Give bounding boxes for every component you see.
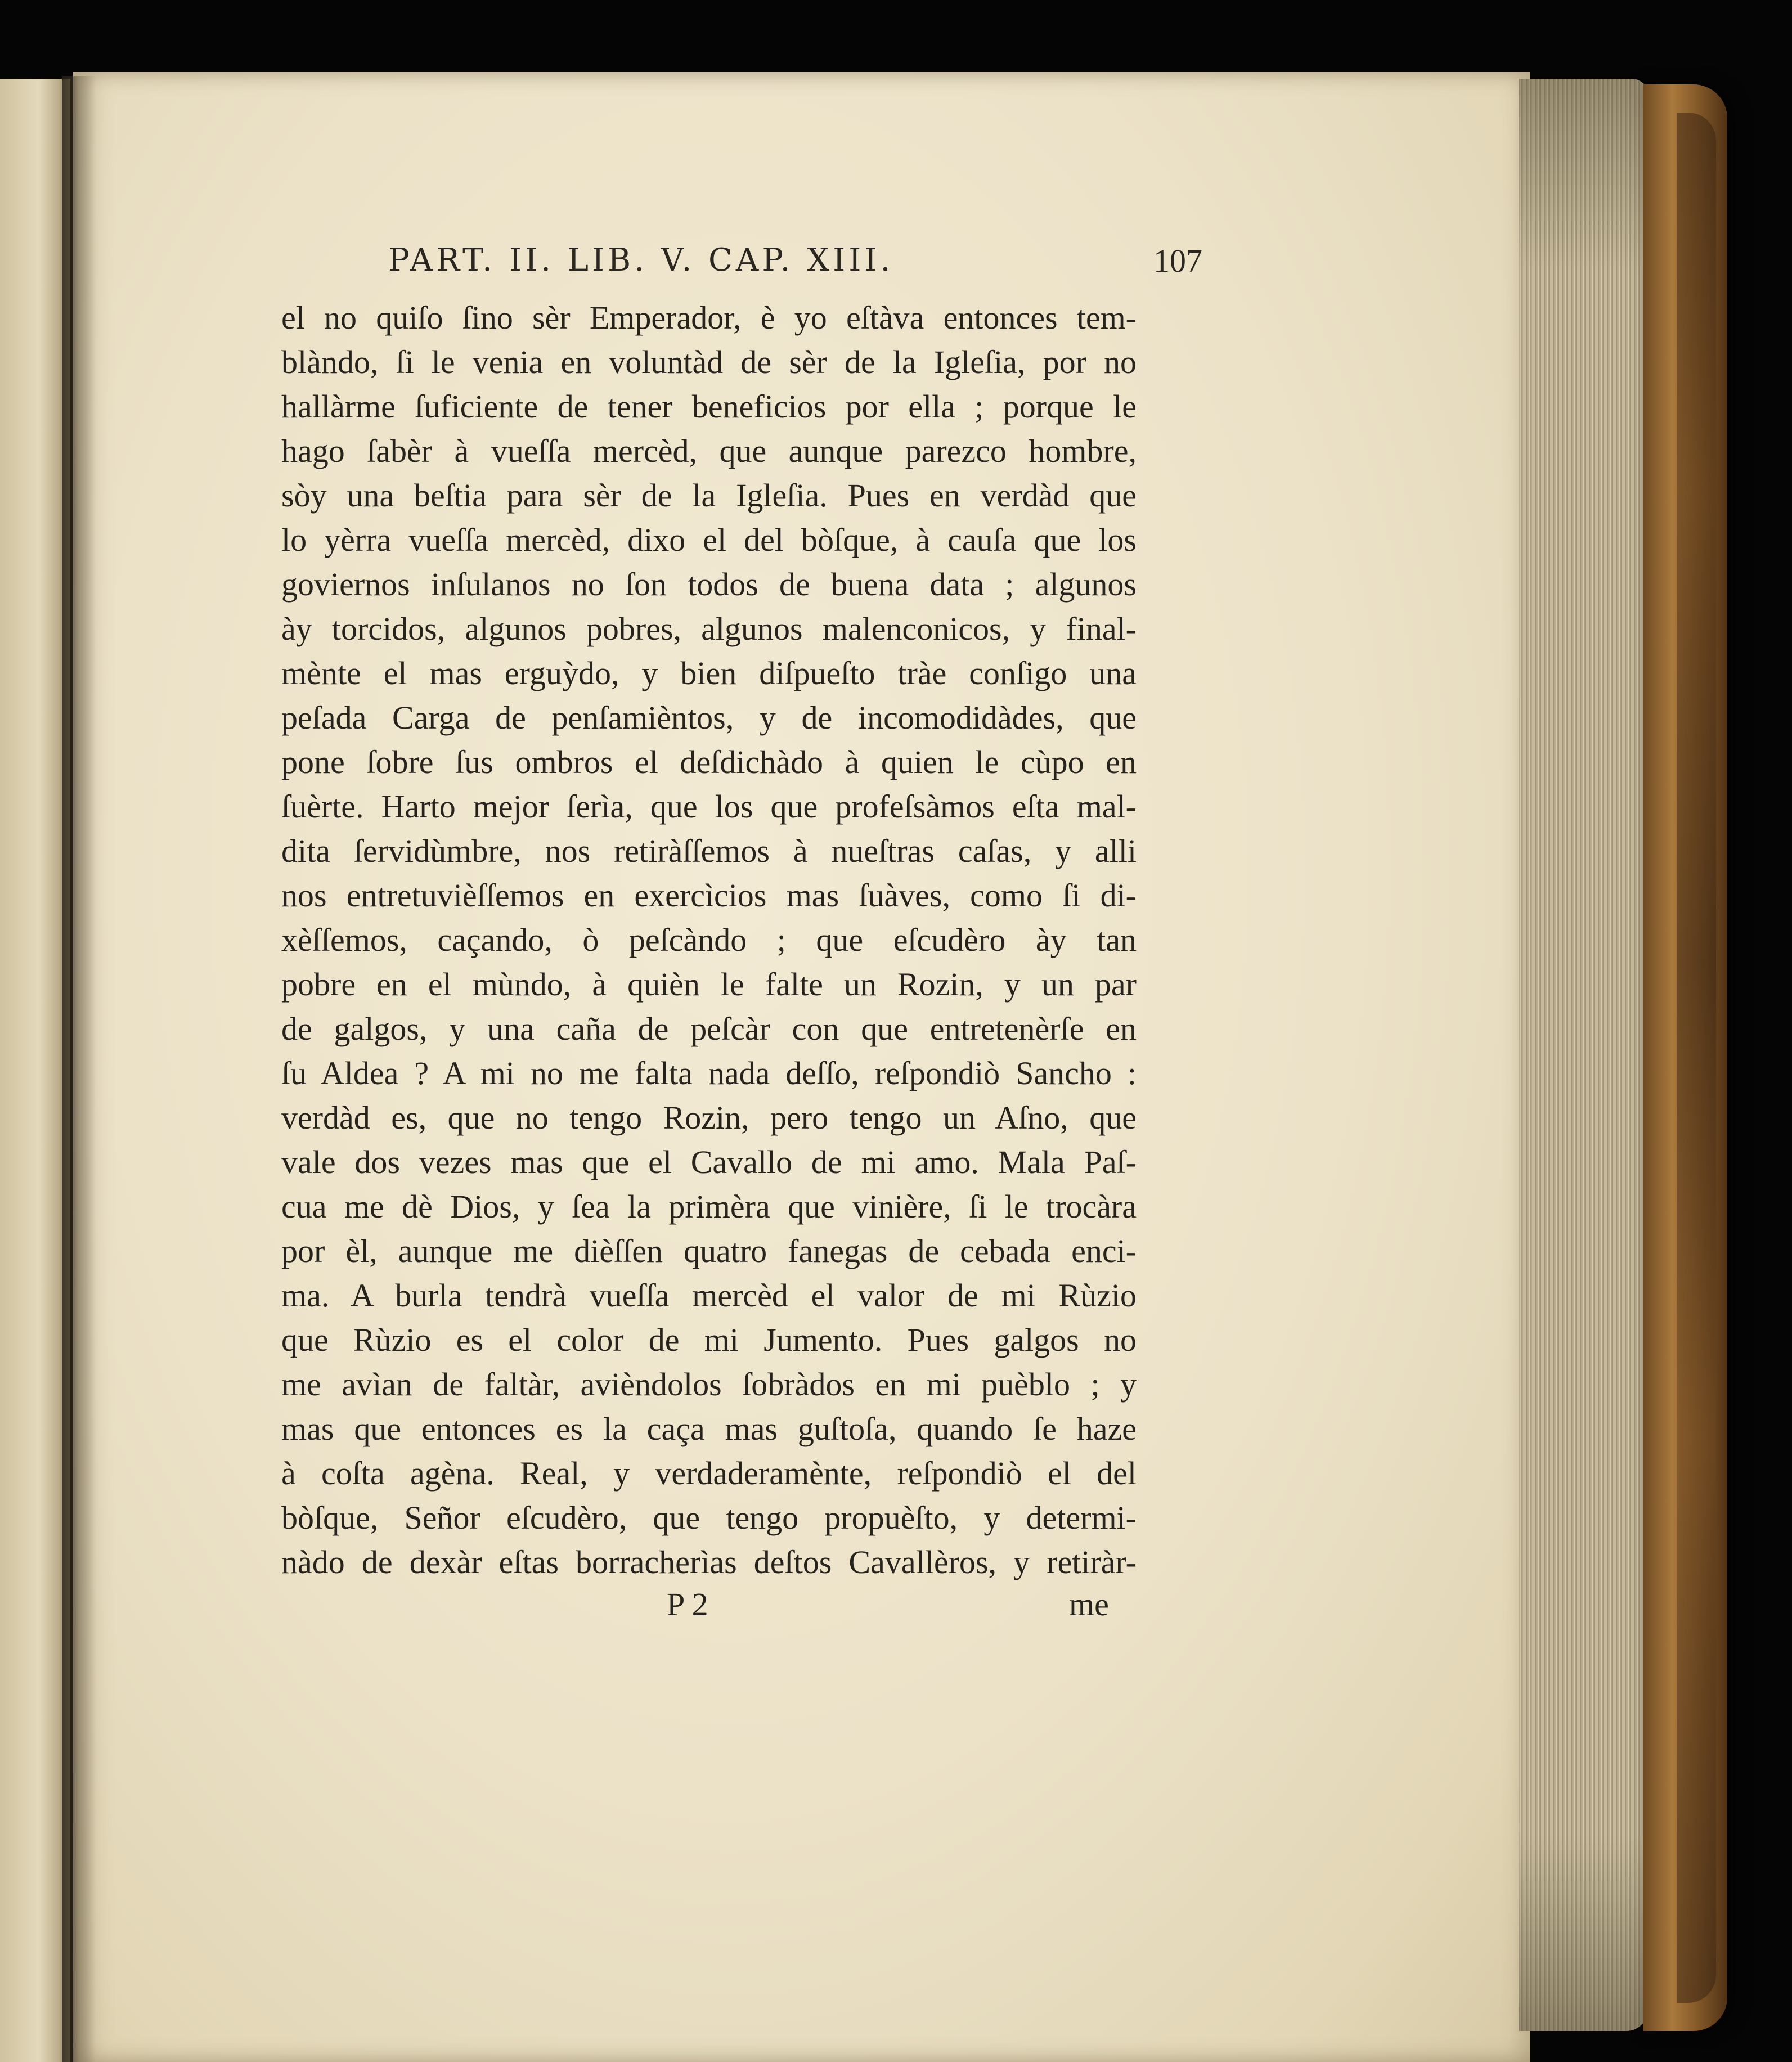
body-text [281,295,1137,1584]
text-line: ày torcidos, algunos pobres, algunos malenconicos, y final- [281,610,1137,647]
text-line: lo yèrra vueſſa mercèd, dixo el del bòſque, à cauſa que los [281,522,1137,558]
text-line: bòſque, Señor eſcudèro, que tengo propuèſto, y determi- [281,1499,1137,1536]
text-line: nos entretuvièſſemos en exercìcios mas ſuàves, como ſi di- [281,877,1137,914]
text-line: ſu Aldea ? A mi no me falta nada deſſo, reſpondiò Sancho : [281,1055,1137,1091]
text-line: pone ſobre ſus ombros el deſdichàdo à quien le cùpo en [281,744,1137,780]
text-line: dita ſervidùmbre, nos retiràſſemos à nueſtras caſas, y alli [281,833,1137,869]
text-line: ſuèrte. Harto mejor ſerìa, que los que profeſsàmos eſta mal- [281,788,1137,825]
text-line: hago ſabèr à vueſſa mercèd, que aunque parezco hombre, [281,433,1137,469]
text-line: mènte el mas erguỳdo, y bien diſpueſto tràe conſigo una [281,655,1137,691]
text-line: pobre en el mùndo, à quièn le falte un Rozin, y un par [281,966,1137,1003]
text-line: cua me dè Dios, y ſea la primèra que vinière, ſi le trocàra [281,1188,1137,1225]
text-line: vale dos vezes mas que el Cavallo de mi amo. Mala Paſ- [281,1144,1137,1180]
text-line: de galgos, y una caña de peſcàr con que entretenèrſe en [281,1010,1137,1047]
text-line: xèſſemos, caçando, ò peſcàndo ; que eſcudèro ày tan [281,922,1137,958]
text-line: me avìan de faltàr, avièndolos ſobràdos en mi puèblo ; y [281,1366,1137,1403]
text-line: blàndo, ſi le venia en voluntàd de sèr de la Igleſia, por no [281,344,1137,380]
signature-mark: P 2 [667,1586,708,1623]
leather-cover-shading [1677,113,1716,2003]
text-line: que Rùzio es el color de mi Jumento. Pues galgos no [281,1322,1137,1358]
text-line: mas que entonces es la caça mas guſtoſa, quando ſe haze [281,1410,1137,1447]
text-line: nàdo de dexàr eſtas borracherìas deſtos Cavallèros, y retiràr- [281,1544,1137,1580]
page-number: 107 [1153,242,1202,279]
text-line: por èl, aunque me dièſſen quatro fanegas de cebada enci- [281,1233,1137,1269]
text-line: verdàd es, que no tengo Rozin, pero tengo un Aſno, que [281,1099,1137,1136]
text-line: el no quiſo ſino sèr Emperador, è yo eſtàva entonces tem- [281,299,1137,336]
text-line: peſada Carga de penſamièntos, y de incomodidàdes, que [281,699,1137,736]
text-line: goviernos inſulanos no ſon todos de buena data ; algunos [281,566,1137,603]
page-edges-shade [1519,79,1649,2031]
text-line: ma. A burla tendrà vueſſa mercèd el valor de mi Rùzio [281,1277,1137,1314]
text-line: à coſta agèna. Real, y verdaderamènte, reſpondiò el del [281,1455,1137,1492]
left-page-edge [0,79,70,2062]
catchword: me [1069,1586,1109,1623]
gutter-shadow [62,76,96,2062]
running-head: PART. II. LIB. V. CAP. XIII. [388,242,894,278]
text-line: hallàrme ſuficiente de tener beneficios por ella ; porque le [281,388,1137,425]
text-line: sòy una beſtia para sèr de la Igleſia. Pues en verdàd que [281,477,1137,514]
